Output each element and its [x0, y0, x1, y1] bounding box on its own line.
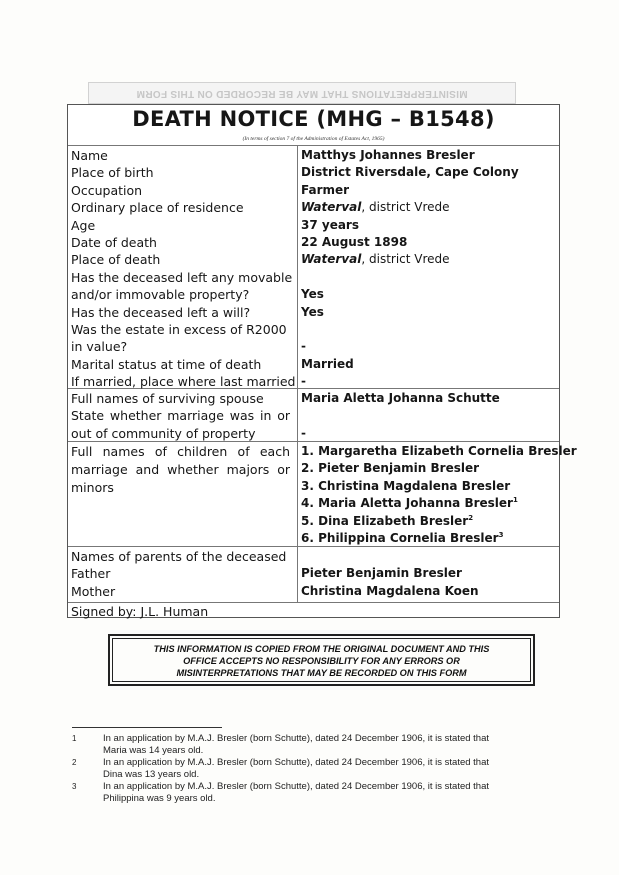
footnote-line: In an application by M.A.J. Bresler (born Schutte), dated 24 December 1906, it is stated that	[103, 757, 490, 768]
child-6	[301, 530, 557, 547]
footnote-text	[103, 781, 553, 805]
signed-by: Signed by: J.L. Human	[71, 604, 209, 619]
form-subtitle: (In terms of section 7 of the Administration of Estates Act, 1965)	[242, 136, 385, 142]
field-value-marital-status: Married	[301, 356, 354, 371]
field-label-will: Has the deceased left a will?	[71, 304, 251, 320]
field-label-estate-2: in value?	[71, 339, 128, 355]
field-label-age: Age	[71, 217, 96, 233]
footnote-text	[103, 733, 553, 757]
field-value-occupation: Farmer	[301, 182, 350, 197]
field-value-date-of-death: 22 August 1898	[301, 235, 408, 249]
child-1	[301, 443, 577, 460]
death-notice-form	[67, 104, 577, 619]
field-value-place-of-birth: District Riversdale, Cape Colony	[301, 165, 519, 180]
field-label-estate-1: Was the estate in excess of R2000	[71, 322, 287, 337]
child-number: 1.	[301, 444, 314, 458]
child-number: 6.	[301, 531, 314, 545]
form-title: DEATH NOTICE (MHG – B1548)	[132, 107, 495, 131]
footnote-ref: 3	[498, 531, 504, 539]
field-value-residence	[301, 199, 557, 216]
child-3	[301, 478, 557, 495]
footnote-text	[103, 757, 553, 781]
field-value-name: Matthys Johannes Bresler	[301, 148, 475, 162]
father-name: Pieter Benjamin Bresler	[301, 566, 462, 581]
children-label: Full names of children of each marriage and whether majors or minors	[71, 444, 290, 495]
residence-district: , district Vrede	[361, 200, 450, 215]
community-value: -	[301, 425, 306, 440]
field-label-name: Name	[71, 148, 108, 163]
child-name: Dina Elizabeth Bresler	[318, 513, 469, 528]
child-number: 3.	[301, 478, 314, 493]
community-label-2: out of community of property	[71, 425, 256, 441]
column-divider	[297, 145, 298, 603]
community-label-1: State whether marriage was in or	[71, 408, 290, 424]
field-label-occupation: Occupation	[71, 182, 143, 198]
child-5	[301, 513, 557, 530]
field-label-property-2: and/or immovable property?	[71, 287, 250, 303]
child-name: Christina Magdalena Bresler	[318, 478, 511, 493]
death-district: , district Vrede	[361, 252, 450, 267]
footnote-ref: 2	[468, 513, 474, 522]
footnote-number: 1	[72, 734, 77, 743]
footnote-line: Dina was 13 years old.	[103, 769, 200, 780]
child-number: 2.	[301, 461, 314, 476]
footnote-number: 2	[72, 758, 77, 767]
spouse-label: Full names of surviving spouse	[71, 391, 264, 406]
field-value-property: Yes	[301, 287, 324, 302]
field-value-estate: -	[301, 339, 306, 354]
footnote-rule	[72, 727, 222, 728]
child-4	[301, 495, 557, 512]
child-number: 5.	[301, 513, 314, 528]
field-label-marital-status: Marital status at time of death	[71, 356, 262, 372]
mother-label: Mother	[71, 583, 116, 599]
footnote-line: Philippina was 9 years old.	[103, 793, 216, 804]
field-value-married-place: -	[301, 374, 306, 389]
footnote-line: Maria was 14 years old.	[103, 745, 204, 756]
footnote-line: In an application by M.A.J. Bresler (born Schutte), dated 24 December 1906, it is stated that	[103, 733, 490, 744]
child-name: Philippina Cornelia Bresler	[318, 531, 499, 545]
child-name: Margaretha Elizabeth Cornelia Bresler	[318, 444, 577, 458]
divider	[68, 145, 559, 146]
parents-label: Names of parents of the deceased	[71, 549, 287, 564]
bleed-through-text: MISINTERPRETATIONS THAT MAY BE RECORDED ON THIS FORM	[88, 82, 516, 104]
disclaimer-line: OFFICE ACCEPTS NO RESPONSIBILITY FOR ANY ERRORS OR	[183, 656, 460, 666]
field-label-residence: Ordinary place of residence	[71, 200, 244, 216]
field-label-date-of-death: Date of death	[71, 235, 157, 250]
child-2	[301, 460, 557, 477]
disclaimer-line: THIS INFORMATION IS COPIED FROM THE ORIGINAL DOCUMENT AND THIS	[153, 644, 490, 654]
field-label-married-place: If married, place where last married	[71, 374, 296, 390]
disclaimer-line: MISINTERPRETATIONS THAT MAY BE RECORDED ON THIS FORM	[176, 668, 467, 678]
death-farm-name: Waterval	[301, 252, 362, 267]
footnote-ref: 1	[512, 496, 518, 505]
child-name: Pieter Benjamin Bresler	[318, 461, 480, 476]
field-value-will: Yes	[301, 304, 324, 319]
residence-farm-name: Waterval	[301, 200, 362, 215]
field-value-place-of-death	[301, 251, 557, 268]
mother-name: Christina Magdalena Koen	[301, 583, 479, 598]
field-value-age: 37 years	[301, 217, 359, 232]
footnote-line: In an application by M.A.J. Bresler (born Schutte), dated 24 December 1906, it is stated that	[103, 781, 490, 792]
child-number: 4.	[301, 496, 314, 511]
disclaimer-box	[108, 634, 535, 686]
field-label-place-of-birth: Place of birth	[71, 165, 154, 181]
footnote-number: 3	[72, 782, 77, 791]
field-label-property-1: Has the deceased left any movable	[71, 269, 293, 285]
disclaimer-text	[112, 638, 531, 682]
field-label-place-of-death: Place of death	[71, 252, 161, 268]
child-name: Maria Aletta Johanna Bresler	[318, 496, 513, 511]
father-label: Father	[71, 566, 111, 582]
spouse-name: Maria Aletta Johanna Schutte	[301, 391, 500, 405]
